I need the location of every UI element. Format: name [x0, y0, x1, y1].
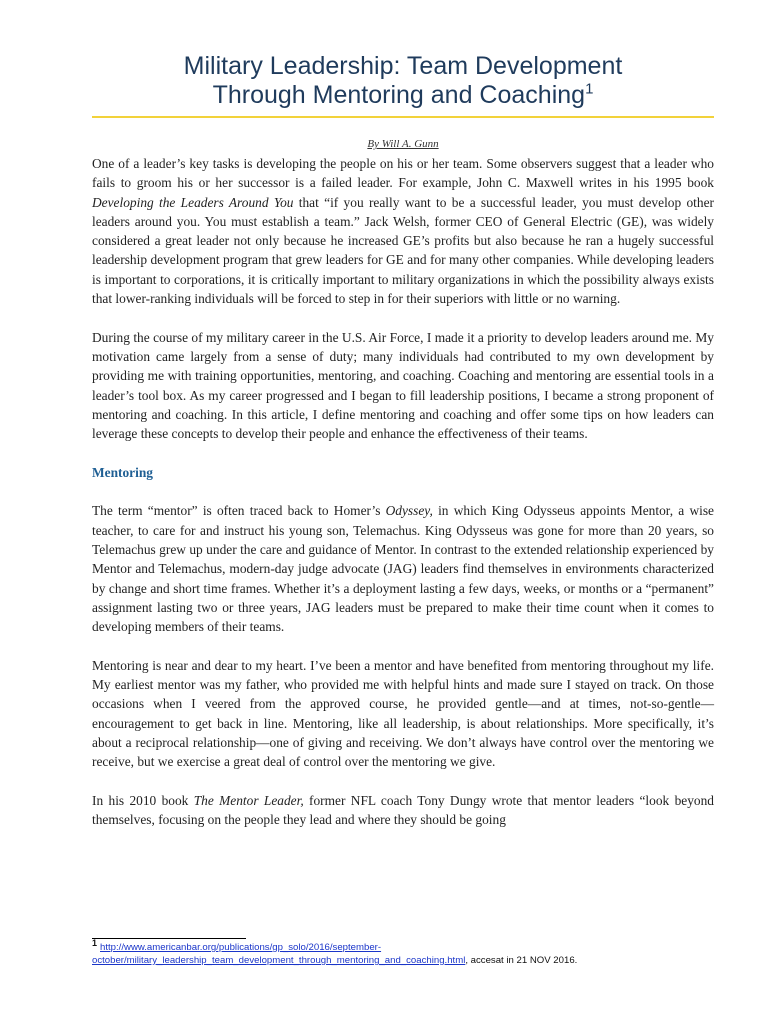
footnote-number: 1 — [92, 937, 98, 948]
book-title-odyssey: Odyssey, — [385, 503, 433, 519]
footnote-suffix: , accesat in 21 NOV 2016. — [465, 955, 578, 966]
title-line-1: Military Leadership: Team Development — [183, 52, 623, 80]
byline: By Will A. Gunn — [367, 138, 439, 150]
paragraph-mentor-leader — [92, 791, 714, 830]
title-divider — [92, 116, 714, 118]
footnote-link[interactable]: http://www.americanbar.org/publications/gp_solo/2016/september-october/military_leadership_team_development_through_mentoring_and_coaching.html — [92, 942, 466, 966]
page-title — [92, 52, 714, 110]
paragraph-mentor-origin-text-a: The term “mentor” is often traced back to Homer’s — [92, 503, 386, 519]
book-title-developing-leaders: Developing the Leaders Around You — [92, 194, 294, 210]
document-page — [92, 50, 714, 829]
paragraph-mentor-leader-text-a: In his 2010 book — [92, 792, 194, 808]
paragraph-mentor-origin-text-b: in which King Odysseus appoints Mentor, a wise teacher, to care for and instruct his young son, Telemachus. King Odysseus was gone for more than 20 years, so Telemachus grew up under the care and guidance of Mentor. In contrast to the extended relationship experienced by Mentor and Telemachus, modern-day judge advocate (JAG) leaders find themselves in environments characterized by change and short time frames. Whether it’s a deployment lasting a few days, weeks, or months or a “permanent” assignment lasting two or three years, JAG leaders must be prepared to make their time count when it comes to developing members of their teams. — [92, 503, 714, 635]
paragraph-intro — [92, 154, 714, 308]
title-line-2: Through Mentoring and Coaching — [212, 81, 586, 109]
footnote-separator — [92, 938, 246, 939]
section-heading-mentoring: Mentoring — [92, 464, 153, 480]
paragraph-mentor-leader-text-b: former NFL coach Tony Dungy wrote that mentor leaders “look beyond themselves, focusing on the people they lead and where they should be going — [92, 792, 714, 828]
paragraph-career: During the course of my military career in the U.S. Air Force, I made it a priority to develop leaders around me. My motivation came largely from a sense of duty; many individuals had contributed to my own development by providing me with training opportunities, mentoring, and coaching. Coaching and mentoring are essential tools in a leader’s tool box. As my career progressed and I began to fill leadership positions, I became a strong proponent of mentoring and coaching. In this article, I define mentoring and coaching and offer some tips on how leaders can leverage these concepts to develop their people and enhance the effectiveness of their teams. — [92, 329, 714, 442]
paragraph-intro-text-a: One of a leader’s key tasks is developing the people on his or her team. Some observers suggest that a leader who fails to groom his or her successor is a failed leader. For example, John C. Maxwell writes in his 1995 book — [92, 156, 714, 191]
footnote — [92, 937, 714, 967]
paragraph-mentor-origin — [92, 501, 714, 636]
book-title-mentor-leader: The Mentor Leader, — [193, 792, 304, 808]
paragraph-intro-text-b: that “if you really want to be a successful leader, you must develop other leaders around you. You must establish a team.” Jack Welsh, former CEO of General Electric (GE), was widely considered a great leader not only because he increased GE’s profits but also because he ran a hugely successful leadership development program that grew leaders for GE and for many other companies. While developing leaders is important to corporations, it is critically important to military organizations in which the possibility always exists that lower-ranking individuals will be forced to step in for their superiors with little or no warning. — [92, 194, 714, 307]
paragraph-personal-mentoring: Mentoring is near and dear to my heart. I’ve been a mentor and have benefited from mentoring throughout my life. My earliest mentor was my father, who provided me with helpful hints and made sure I stayed on track. On those occasions when I veered from the approved course, he provided gentle—and at times, not-so-gentle—encouragement to get back in line. Mentoring, like all leadership, is about relationships. More specifically, it’s about a reciprocal relationship—one of giving and receiving. We don’t always have control over the mentoring we receive, but we exercise a great deal of control over the mentoring we give. — [92, 657, 714, 770]
title-footnote-ref[interactable]: 1 — [585, 80, 594, 98]
